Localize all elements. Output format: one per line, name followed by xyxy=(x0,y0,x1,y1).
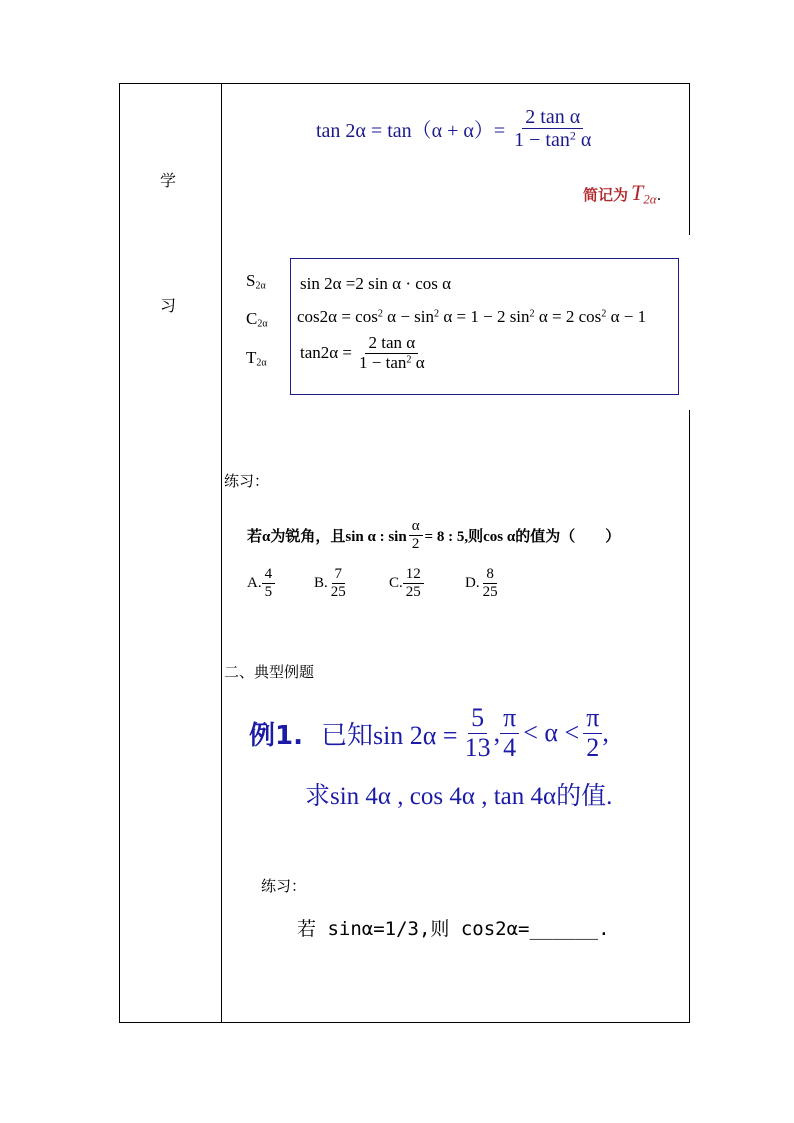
q-frac-num: α xyxy=(409,518,423,536)
option-b-num: 7 xyxy=(332,566,346,584)
label-t-sub: 2α xyxy=(256,357,267,369)
option-d-label: D. xyxy=(465,574,480,591)
option-c-fraction xyxy=(403,566,424,600)
practice2-heading: 练习： xyxy=(261,877,307,895)
label-c: C xyxy=(246,309,258,328)
table-divider xyxy=(221,83,222,1023)
table-border-right-bottom xyxy=(689,410,690,1023)
option-a-label: A. xyxy=(247,574,262,591)
box-tan-denominator xyxy=(356,354,428,373)
cos-sup-3: 2 xyxy=(529,308,535,320)
box-tan-fraction xyxy=(356,334,428,372)
example1-end: , xyxy=(602,718,609,748)
label-s2a xyxy=(246,271,266,291)
cos-d: α = 2 cos xyxy=(534,307,602,326)
table-border-top xyxy=(119,83,690,84)
option-a[interactable] xyxy=(247,566,275,600)
example1-frac1 xyxy=(462,704,494,762)
box-tan-den-post: α xyxy=(411,352,425,372)
label-t: T xyxy=(246,348,257,367)
option-b[interactable] xyxy=(314,566,349,600)
tan-formula-fraction xyxy=(511,106,594,151)
cos-a: cos2α = cos xyxy=(297,307,378,326)
example1-frac3 xyxy=(583,704,602,762)
cos-sup-2: 2 xyxy=(434,308,440,320)
table-border-bottom xyxy=(119,1022,690,1023)
example1-frac2 xyxy=(500,704,519,762)
cos-e: α − 1 xyxy=(606,307,647,326)
left-char-xue: 学 xyxy=(160,171,177,190)
cos-sup-1: 2 xyxy=(377,308,383,320)
tan-note xyxy=(583,180,661,206)
label-t2a xyxy=(246,348,267,368)
option-c-den: 25 xyxy=(405,583,421,600)
q-fraction xyxy=(409,518,423,552)
option-d[interactable] xyxy=(465,566,501,600)
label-c2a xyxy=(246,309,268,329)
den-post: α xyxy=(575,129,592,151)
practice2-text: 若 sinα=1/3,则 cos2α= xyxy=(297,918,530,940)
practice1-question xyxy=(247,518,620,552)
tan-formula-denominator xyxy=(511,129,594,151)
label-c-sub: 2α xyxy=(257,318,268,330)
tan-note-symbol xyxy=(631,180,657,206)
box-cos-line xyxy=(297,307,646,327)
example1-mid: < α < xyxy=(523,718,580,748)
cos-sup-4: 2 xyxy=(601,308,607,320)
option-d-den: 25 xyxy=(482,583,498,600)
practice2-question xyxy=(297,914,610,941)
example1-text1: 已知sin 2α = xyxy=(320,720,458,750)
den-pre: 1 − tan xyxy=(514,129,570,151)
tan-note-end: . xyxy=(656,186,662,204)
option-d-fraction xyxy=(480,566,501,600)
box-tan-line xyxy=(300,334,428,372)
note-symbol: T xyxy=(631,180,644,205)
practice2-end: . xyxy=(598,918,610,940)
note-sub: 2α xyxy=(643,191,657,207)
option-c-label: C. xyxy=(389,574,403,591)
practice2-blank[interactable]: ______ xyxy=(529,918,599,940)
frac2-num: π xyxy=(500,704,519,734)
box-tan-lhs: tan2α = xyxy=(300,343,353,363)
tan-note-text: 简记为 xyxy=(583,186,629,204)
option-a-den: 5 xyxy=(264,583,273,600)
option-b-fraction xyxy=(328,566,349,600)
left-char-xi: 习 xyxy=(160,296,177,315)
q-frac-den: 2 xyxy=(411,535,420,552)
example1-prefix: 例1. xyxy=(249,720,303,751)
tan-formula-numerator: 2 tan α xyxy=(522,106,583,129)
table-border-left xyxy=(119,83,120,1023)
option-a-num: 4 xyxy=(262,566,276,584)
frac2-den: 4 xyxy=(503,732,517,762)
frac3-num: π xyxy=(583,704,602,734)
example1-line2: 求sin 4α , cos 4α , tan 4α的值. xyxy=(305,783,613,810)
box-sin-line: sin 2α =2 sin α · cos α xyxy=(300,274,452,293)
option-c-num: 12 xyxy=(403,566,424,584)
example1-line1 xyxy=(249,704,609,762)
frac1-num: 5 xyxy=(468,704,487,734)
option-a-fraction xyxy=(262,566,276,600)
option-d-num: 8 xyxy=(483,566,497,584)
option-b-den: 25 xyxy=(330,583,346,600)
option-b-label: B. xyxy=(314,574,328,591)
tan-formula-lhs: tan 2α = tan（α + α）= xyxy=(316,120,506,142)
q-pre: 若α为锐角，且sin α : sin xyxy=(247,528,407,545)
frac3-den: 2 xyxy=(586,732,600,762)
box-tan-sup: 2 xyxy=(406,354,412,366)
q-post: = 8 : 5,则cos α的值为（ ） xyxy=(424,528,621,545)
cos-b: α − sin xyxy=(382,307,435,326)
den-exp: 2 xyxy=(569,128,576,143)
practice1-heading: 练习： xyxy=(224,472,270,490)
box-tan-den-pre: 1 − tan xyxy=(359,352,407,372)
frac1-den: 13 xyxy=(464,732,491,762)
label-s: S xyxy=(246,271,256,290)
tan-formula xyxy=(316,106,594,151)
option-c[interactable] xyxy=(389,566,424,600)
table-border-right-top xyxy=(689,83,690,235)
cos-c: α = 1 − 2 sin xyxy=(439,307,530,326)
label-s-sub: 2α xyxy=(255,280,266,292)
section2-heading: 二、典型例题 xyxy=(224,663,315,681)
example1-comma: , xyxy=(493,718,501,748)
box-tan-numerator: 2 tan α xyxy=(365,334,418,354)
